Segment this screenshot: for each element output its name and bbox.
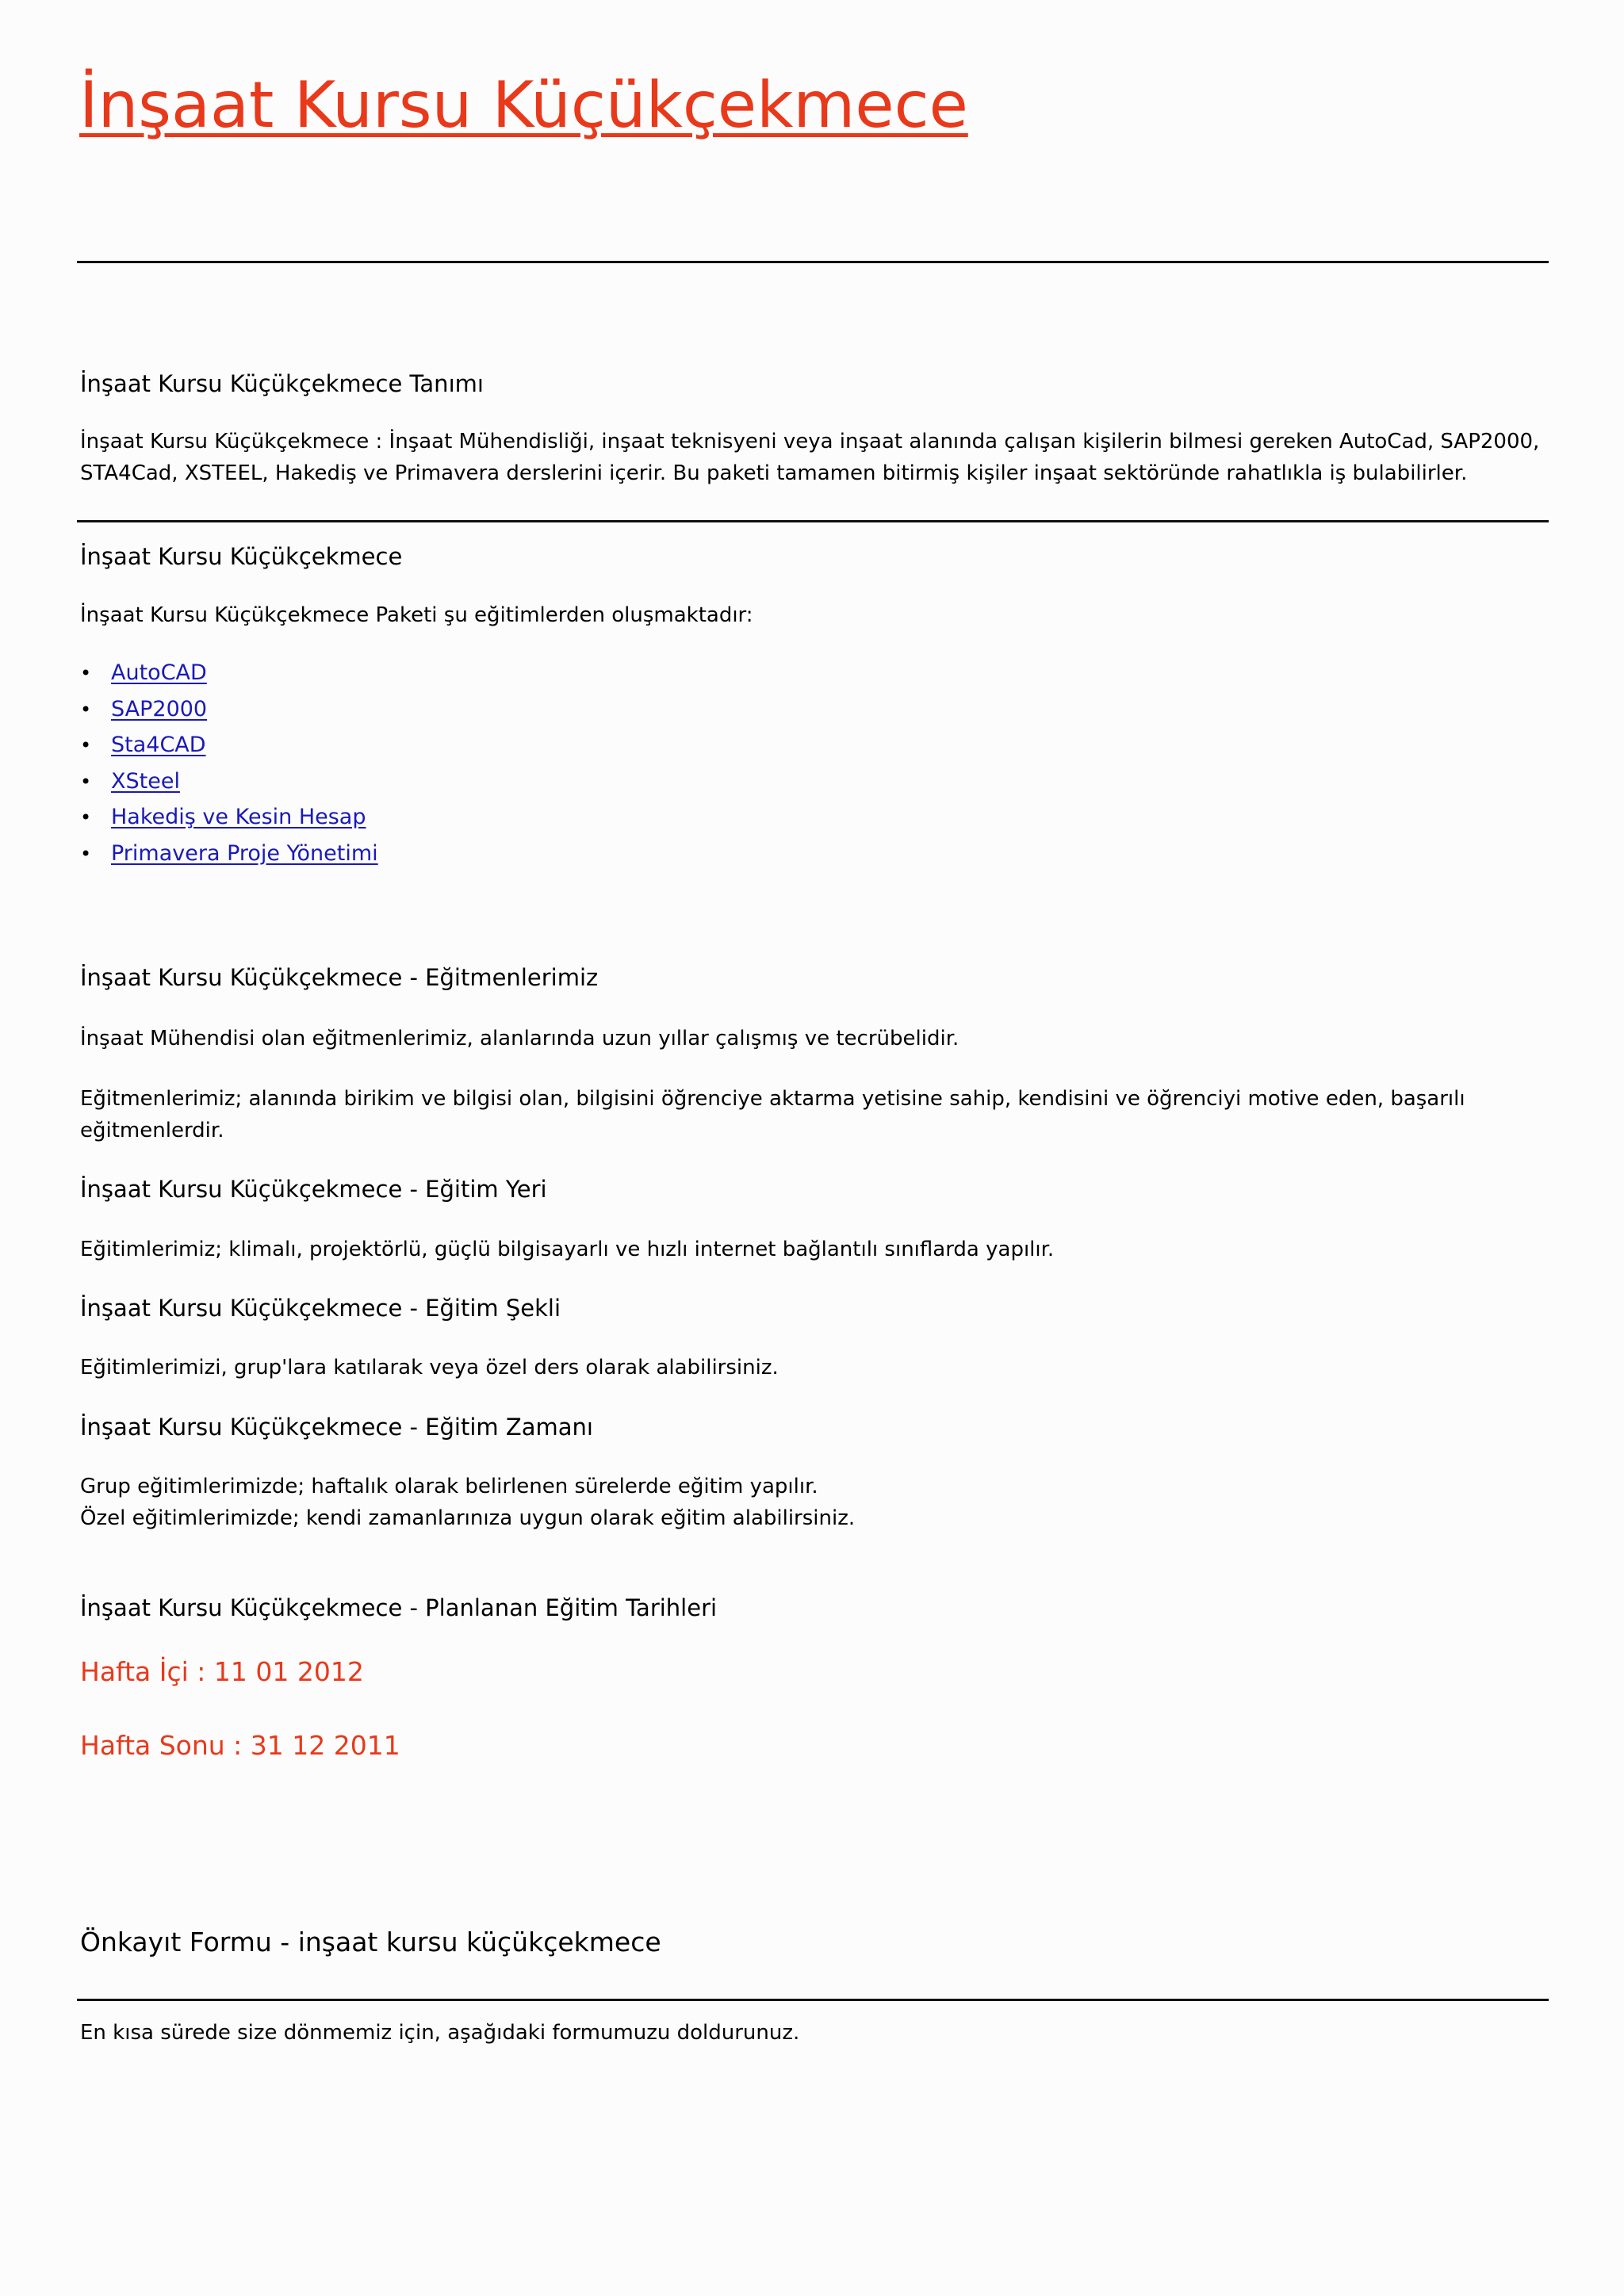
course-link-hakedis[interactable]: Hakediş ve Kesin Hesap <box>111 805 366 830</box>
course-link-primavera[interactable]: Primavera Proje Yönetimi <box>111 840 378 866</box>
divider-form <box>77 1999 1549 2001</box>
location-body: Eğitimlerimiz; klimalı, projektörlü, güçlü bilgisayarlı ve hızlı internet bağlantılı sınıflarda yapılır. <box>80 1238 1055 1261</box>
bullet-icon: • <box>80 698 92 721</box>
format-body: Eğitimlerimizi, grup'lara katılarak veya özel ders olarak alabilirsiniz. <box>80 1356 779 1380</box>
list-item <box>80 656 378 693</box>
list-item <box>80 837 378 874</box>
bullet-icon: • <box>80 806 92 829</box>
list-item <box>80 729 378 765</box>
weekend-date: Hafta Sonu : 31 12 2011 <box>80 1730 400 1761</box>
site-title-link[interactable]: İnşaat Kursu Küçükçekmece <box>79 68 968 142</box>
format-heading: İnşaat Kursu Küçükçekmece - Eğitim Şekli <box>80 1295 561 1322</box>
instructors-para-2-line-2: eğitmenlerdir. <box>80 1119 224 1142</box>
list-item <box>80 693 378 729</box>
definition-body-line-2: STA4Cad, XSTEEL, Hakediş ve Primavera derslerini içerir. Bu paketi tamamen bitirmiş kişiler inşaat sektöründe rahatlıkla iş bulabilirler. <box>80 461 1468 485</box>
instructors-para-2-line-1: Eğitmenlerimiz; alanında birikim ve bilgisi olan, bilgisini öğrenciye aktarma yetisine sahip, kendisini ve öğrenciyi motive eden, başarılı <box>80 1087 1465 1111</box>
schedule-heading: İnşaat Kursu Küçükçekmece - Eğitim Zamanı <box>80 1414 593 1441</box>
list-item <box>80 765 378 802</box>
divider-top <box>77 261 1549 263</box>
bullet-icon: • <box>80 770 92 793</box>
divider-definition <box>77 520 1549 522</box>
bullet-icon: • <box>80 662 92 684</box>
course-link-sta4cad[interactable]: Sta4CAD <box>111 733 206 758</box>
course-list <box>80 656 378 874</box>
definition-body-line-1: İnşaat Kursu Küçükçekmece : İnşaat Mühendisliği, inşaat teknisyeni veya inşaat alanında çalışan kişilerin bilmesi gereken AutoCad, SAP2000, <box>80 430 1540 453</box>
weekday-date: Hafta İçi : 11 01 2012 <box>80 1656 364 1687</box>
instructors-heading: İnşaat Kursu Küçükçekmece - Eğitmenlerimiz <box>80 964 599 991</box>
bullet-icon: • <box>80 842 92 865</box>
course-link-autocad[interactable]: AutoCAD <box>111 660 207 685</box>
schedule-line-1: Grup eğitimlerimizde; haftalık olarak belirlenen sürelerde eğitim yapılır. <box>80 1475 818 1498</box>
package-heading: İnşaat Kursu Küçükçekmece <box>80 543 403 570</box>
list-item <box>80 801 378 837</box>
course-link-xsteel[interactable]: XSteel <box>111 768 180 794</box>
location-heading: İnşaat Kursu Küçükçekmece - Eğitim Yeri <box>80 1176 547 1203</box>
course-link-sap2000[interactable]: SAP2000 <box>111 696 208 721</box>
dates-heading: İnşaat Kursu Küçükçekmece - Planlanan Eğitim Tarihleri <box>80 1594 718 1621</box>
instructors-para-1: İnşaat Mühendisi olan eğitmenlerimiz, alanlarında uzun yıllar çalışmış ve tecrübelidir. <box>80 1027 959 1050</box>
form-heading: Önkayıt Formu - inşaat kursu küçükçekmece <box>80 1927 661 1957</box>
bullet-icon: • <box>80 734 92 757</box>
package-intro: İnşaat Kursu Küçükçekmece Paketi şu eğitimlerden oluşmaktadır: <box>80 603 753 627</box>
schedule-line-2: Özel eğitimlerimizde; kendi zamanlarınıza uygun olarak eğitim alabilirsiniz. <box>80 1506 856 1530</box>
form-instruction: En kısa sürede size dönmemiz için, aşağıdaki formumuzu doldurunuz. <box>80 2021 800 2045</box>
definition-heading: İnşaat Kursu Küçükçekmece Tanımı <box>80 370 484 397</box>
